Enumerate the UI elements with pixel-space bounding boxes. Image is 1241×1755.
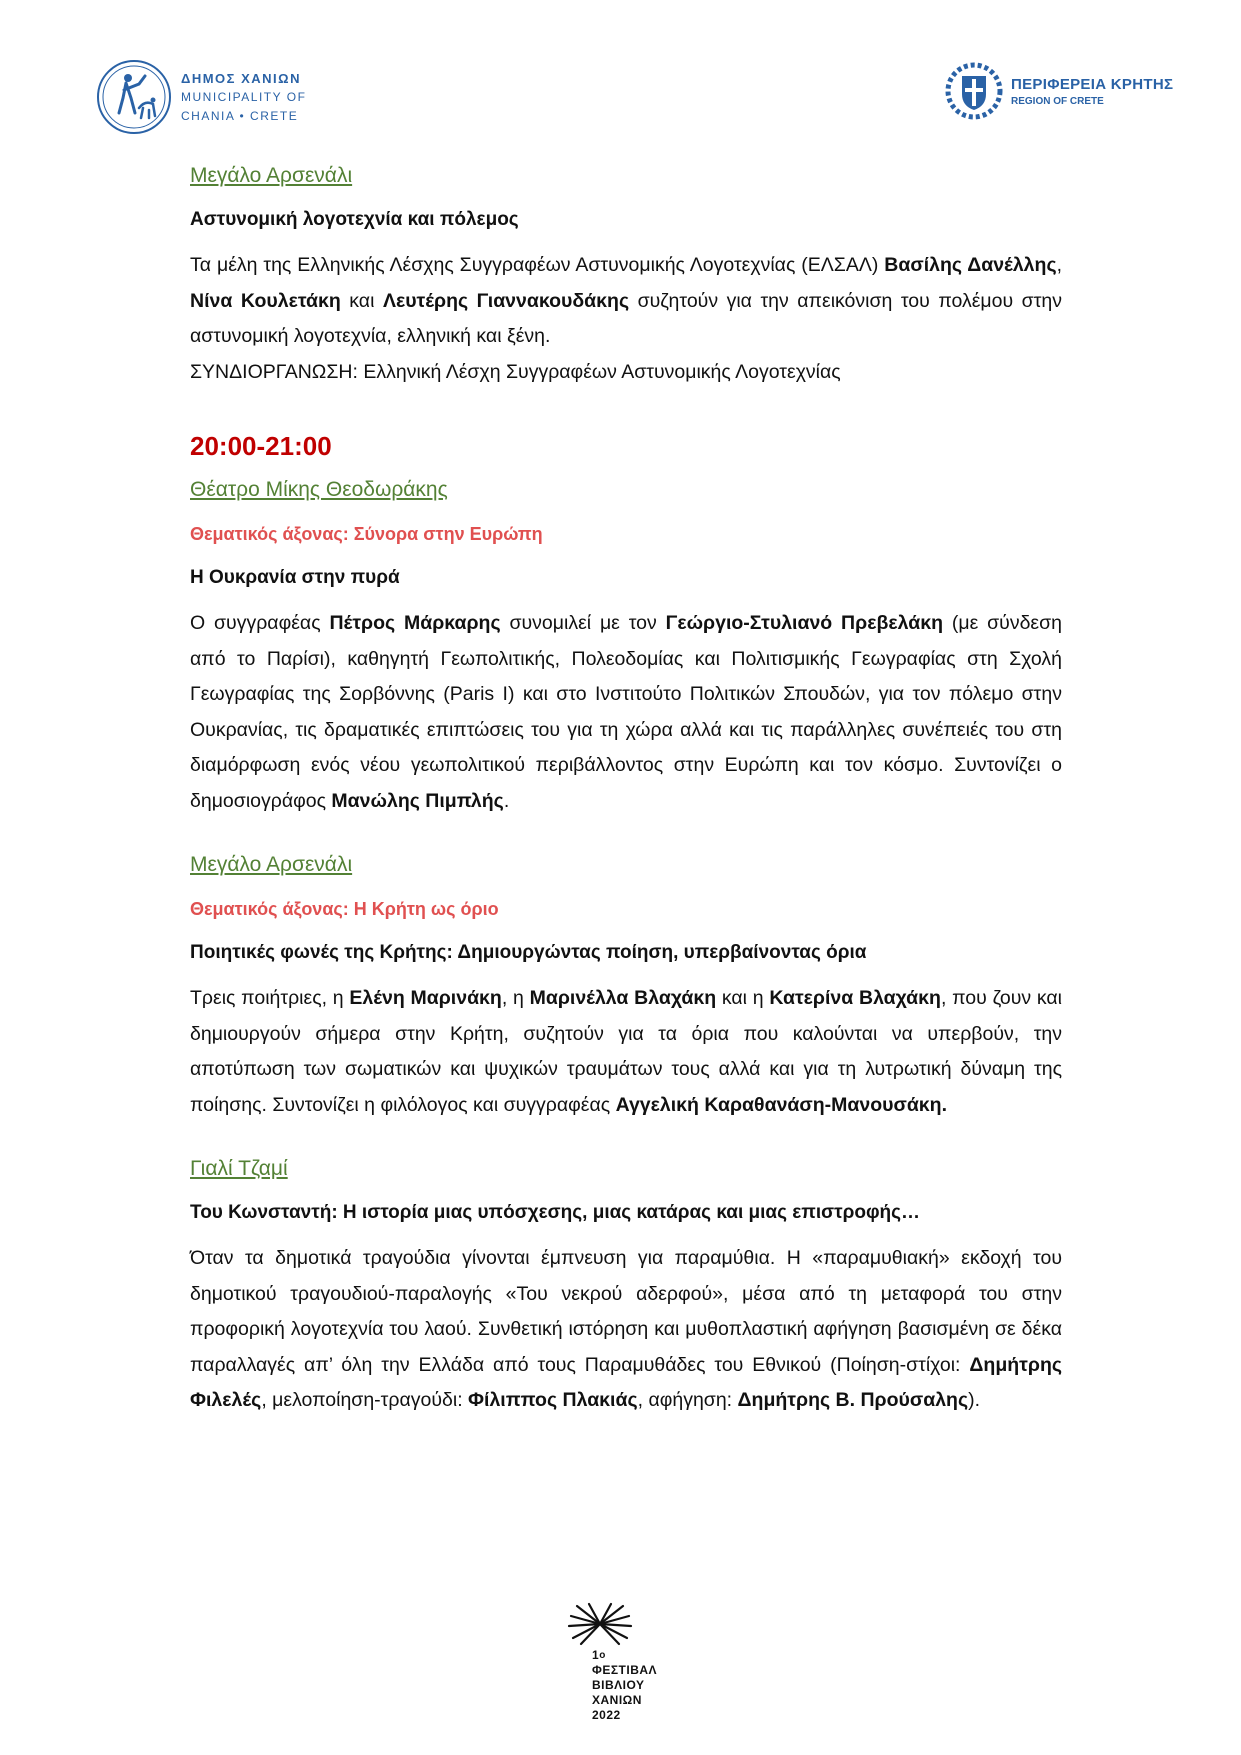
festival-logo [565, 1600, 685, 1723]
page-header [0, 0, 1241, 150]
festival-line2: ΒΙΒΛΙΟΥ [592, 1678, 645, 1692]
text-run: ). [968, 1389, 981, 1411]
event-title: Αστυνομική λογοτεχνία και πόλεμος [190, 209, 519, 230]
text-run: , που ζουν και δημιουργούν σήμερα στην Κρήτη, συζητούν για τα όρια που καλούνται να υπερβούν, την αποτύπωση των σωματικών και ψυχικών τραυμάτων τους αλλά και για τη λυτρωτική δύναμη της ποίησης. Συντονίζει η φιλόλογος και συγγραφέας [190, 987, 1062, 1116]
festival-burst-icon [565, 1600, 635, 1648]
text-run: Ο συγγραφέας [190, 612, 330, 634]
logo-left-line3: CHANIA • CRETE [181, 108, 299, 123]
person-name: Γεώργιο-Στυλιανό Πρεβελάκη [665, 612, 943, 634]
person-name: Κατερίνα Βλαχάκη [769, 987, 941, 1009]
text-run: , μελοποίηση-τραγούδι: [261, 1389, 469, 1411]
logo-left-line2: MUNICIPALITY OF [181, 89, 307, 104]
person-name: Μαρινέλλα Βλαχάκη [529, 987, 717, 1009]
event-description [190, 1241, 1062, 1419]
municipality-seal-icon [95, 58, 173, 136]
person-name: Φίλιππος Πλακιάς [468, 1389, 638, 1411]
person-name: Δημήτρης Φιλελές [190, 1353, 1062, 1411]
event-title: Η Ουκρανία στην πυρά [190, 567, 400, 588]
person-name: Πέτρος Μάρκαρης [329, 612, 501, 634]
event-title: Ποιητικές φωνές της Κρήτης: Δημιουργώντας ποίηση, υπερβαίνοντας όρια [190, 942, 867, 963]
region-logo [945, 62, 1173, 120]
text-run: , αφήγηση: [637, 1389, 738, 1411]
text-run: , η [501, 987, 530, 1009]
text-run: . [503, 789, 510, 812]
event-description [190, 606, 1062, 819]
event-venue: Γιαλί Τζαμί [190, 1157, 288, 1180]
text-run: , [1056, 254, 1063, 276]
person-name: Νίνα Κουλετάκη [190, 289, 341, 312]
logo-right-line2: REGION OF CRETE [1011, 95, 1104, 107]
event-venue: Μεγάλο Αρσενάλι [190, 164, 353, 187]
event-title: Του Κωνσταντή: Η ιστορία μιας υπόσχεσης, μιας κατάρας και μιας επιστροφής… [190, 1202, 921, 1223]
logo-left-line1: ΔΗΜΟΣ ΧΑΝΙΩΝ [181, 70, 301, 86]
text-run: και [340, 289, 383, 312]
text-run: (με σύνδεση από το Παρίσι), καθηγητή Γεωπολιτικής, Πολεοδομίας και Πολιτισμικής Γεωγραφίας στη Σχολή Γεωγραφίας της Σορβόννης (Paris I) και στο Ινστιτούτο Πολιτικών Σπουδών, για τον πόλεμο στην Ουκρανίας, τις δραματικές επιπτώσεις του για τη χώρα αλλά και τις παράλληλες συνέπειές του στη διαμόρφωση ενός νέου γεωπολιτικού περιβάλλοντος στην Ευρώπη και τον κόσμο. Συντονίζει ο δημοσιογράφος [190, 612, 1062, 812]
person-name: Μανώλης Πιμπλής [331, 789, 504, 812]
time-slot: 20:00-21:00 [190, 431, 332, 461]
text-run: Όταν τα δημοτικά τραγούδια γίνονται έμπνευση για παραμύθια. Η «παραμυθιακή» εκδοχή του δημοτικού τραγουδιού-παραλογής «Του νεκρού αδερφού», μέσα από τη μεταφορά του στην προφορική λογοτεχνία του λαού. Συνθετική ιστόρηση και μυθοπλαστική αφήγηση βασισμένη σε δέκα παραλλαγές απ’ όλη την Ελλάδα από τους Παραμυθάδες του Εθνικού (Ποίηση-στίχοι: [190, 1247, 1062, 1376]
event-description [190, 248, 1062, 355]
festival-line1: ΦΕΣΤΙΒΑΛ [592, 1663, 658, 1677]
event-note: ΣΥΝΔΙΟΡΓΑΝΩΣΗ: Ελληνική Λέσχη Συγγραφέων Αστυνομικής Λογοτεχνίας [190, 360, 841, 383]
festival-edition: $1^o$ [592, 1648, 606, 1662]
person-name: Λευτέρης Γιαννακουδάκης [382, 289, 630, 312]
thematic-axis: Θεματικός άξονας: Η Κρήτη ως όριο [190, 899, 499, 919]
text-run: Τα μέλη της Ελληνικής Λέσχης Συγγραφέων Αστυνομικής Λογοτεχνίας (ΕΛΣΑΛ) [190, 254, 885, 276]
person-name: Ελένη Μαρινάκη [349, 987, 502, 1009]
person-name: Δημήτρης Β. Προύσαλης [737, 1389, 969, 1411]
festival-year: 2022 [592, 1708, 621, 1722]
municipality-logo [95, 58, 306, 136]
greek-emblem-icon [945, 62, 1003, 120]
text-run: Τρεις ποιήτριες, η [190, 987, 350, 1009]
event-description [190, 981, 1062, 1123]
person-name: Αγγελική Καραθανάση-Μανουσάκη. [615, 1093, 948, 1116]
festival-line3: ΧΑΝΙΩΝ [592, 1693, 642, 1707]
program-content [190, 160, 1062, 1419]
event-venue: Θέατρο Μίκης Θεοδωράκης [190, 478, 448, 501]
thematic-axis: Θεματικός άξονας: Σύνορα στην Ευρώπη [190, 524, 543, 544]
event-venue: Μεγάλο Αρσενάλι [190, 853, 353, 876]
text-run: συζητούν για την απεικόνιση του πολέμου στην αστυνομική λογοτεχνία, ελληνική και ξένη. [190, 289, 1063, 347]
logo-right-line1: ΠΕΡΙΦΕΡΕΙΑ ΚΡΗΤΗΣ [1011, 75, 1174, 93]
text-run: και η [716, 987, 770, 1009]
text-run: συνομιλεί με τον [500, 612, 666, 634]
person-name: Βασίλης Δανέλλης [884, 254, 1057, 276]
